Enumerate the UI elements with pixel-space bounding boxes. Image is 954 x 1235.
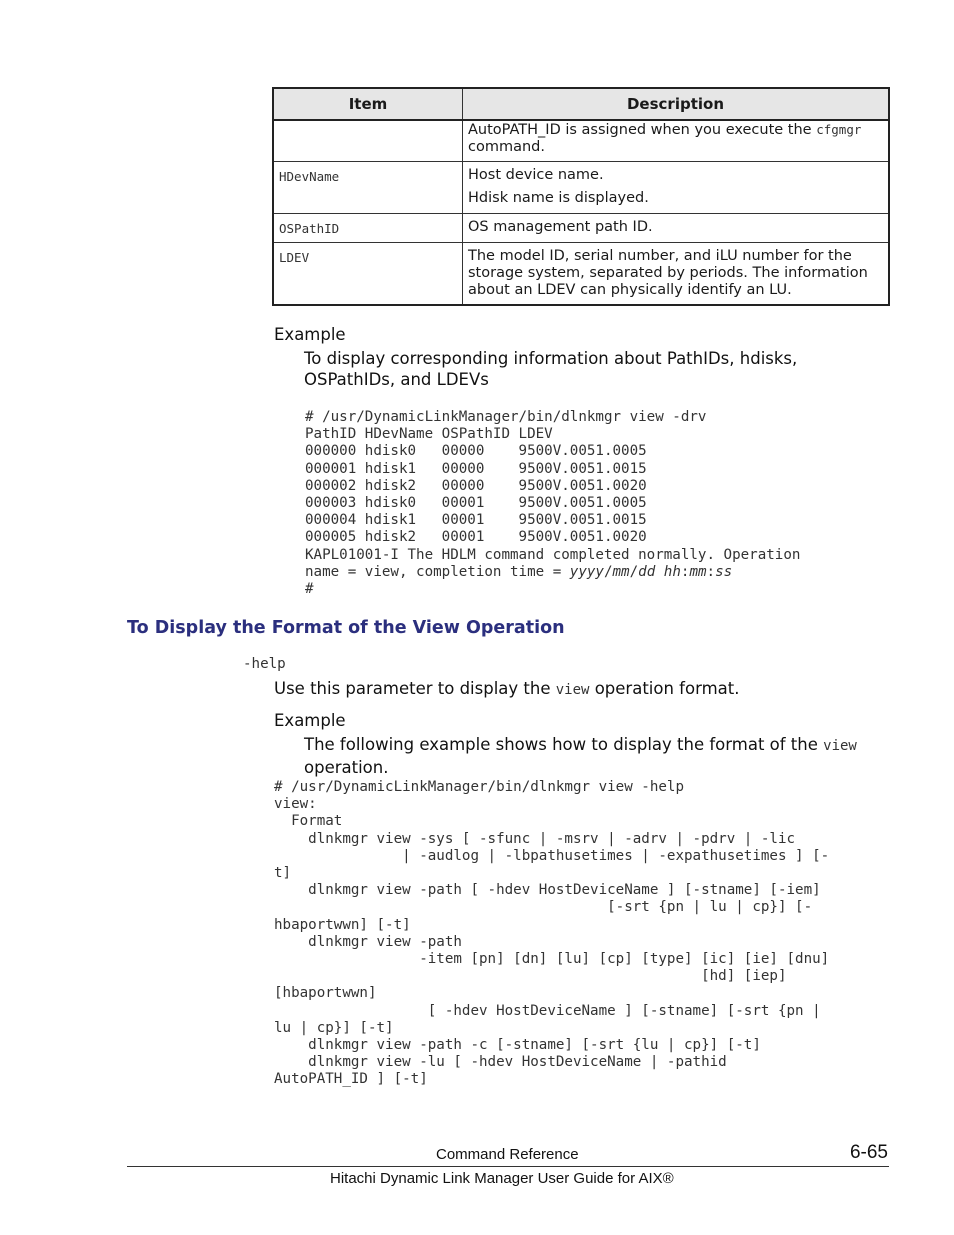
- description-text: OS management path ID.: [468, 219, 653, 235]
- table-row: [273, 162, 889, 214]
- table-row: [273, 120, 889, 162]
- code-line: PathID HDevName OSPathID LDEV: [305, 426, 553, 443]
- section-heading: To Display the Format of the View Operation: [127, 618, 565, 638]
- code-placeholder: hh: [663, 563, 681, 580]
- code-block-help: # /usr/DynamicLinkManager/bin/dlnkmgr view -help view: Format dlnkmgr view -sys [ -sfunc | -msrv | -adrv | -pdrv | -lic | -audlog | -lbpathusetimes | -expathusetimes ] [- t] dlnkmgr view -path [ -hdev HostDeviceName ] [-stname] [-iem] [-srt {pn | lu | cp}] [- hbaportwwn] [-t] dlnkmgr view -path -item [pn] [dn] [lu] [cp] [type] [ic] [ie] [dnu] [hd] [iep] [hbaportwwn] [ -hdev HostDeviceName ] [-stname] [-srt {pn | lu | cp}] [-t] dlnkmgr view -path -c [-stname] [-srt {lu | cp}] [-t] dlnkmgr view -lu [ -hdev HostDeviceName | -pathid AutoPATH_ID ] [-t]: [274, 779, 830, 1088]
- code-placeholder: mm: [689, 563, 707, 580]
- code-line: 000005 hdisk2 00001 9500V.0051.0020: [305, 529, 647, 546]
- table-cell-description: [463, 214, 890, 243]
- example-label: Example: [274, 711, 346, 730]
- description-text: operation format.: [589, 679, 740, 698]
- description-text: AutoPATH_ID is assigned when you execute the: [468, 122, 817, 138]
- description-text: Hdisk name is displayed.: [468, 190, 649, 206]
- table-row: [273, 214, 889, 243]
- description-text: The following example shows how to display the format of the: [304, 735, 824, 754]
- code-line: KAPL01001-I The HDLM command completed normally. Operation: [305, 546, 801, 563]
- table-cell-item: [273, 120, 463, 162]
- code-line: 000001 hdisk1 00000 9500V.0051.0015: [305, 460, 647, 477]
- code-placeholder: mm: [612, 563, 630, 580]
- code-line: 000004 hdisk1 00001 9500V.0051.0015: [305, 512, 647, 529]
- footer-divider: [127, 1166, 889, 1167]
- table-header-row: [273, 88, 889, 120]
- footer-category: Command Reference: [436, 1146, 579, 1163]
- parameter-name: -help: [243, 656, 286, 672]
- table-cell-description: [463, 162, 890, 214]
- code-block-drv: # /usr/DynamicLinkManager/bin/dlnkmgr view -drv PathID HDevName OSPathID LDEV 000000 hdisk0 00000 9500V.0051.0005 000001 hdisk1 00000 9500V.0051.0015 000002 hdisk2 00000 9500V.0051.0020 000003 hdisk0 00001 9500V.0051.0005 000004 hdisk1 00001 9500V.0051.0015 000005 hdisk2 00001 9500V.0051.0020 KAPL01001-I The HDLM command completed normally. Operation name = view, completion time = yyyy/mm/dd hh:mm:ss #: [305, 409, 801, 598]
- code-line: 000000 hdisk0 00000 9500V.0051.0005: [305, 443, 647, 460]
- code-line: #: [305, 581, 314, 598]
- code-line: # /usr/DynamicLinkManager/bin/dlnkmgr view -drv: [305, 409, 707, 425]
- code-lines: [305, 409, 800, 563]
- description-text: Use this parameter to display the: [274, 679, 556, 698]
- description-text: The model ID, serial number, and iLU number for the storage system, separated by periods. The information about an LDEV can physically identify an LU.: [468, 248, 868, 298]
- example-description: [304, 734, 884, 778]
- code-placeholder: ss: [715, 563, 733, 580]
- description-text: Host device name.: [468, 167, 604, 183]
- code-placeholder: yyyy: [569, 563, 604, 580]
- example-label: Example: [274, 325, 346, 344]
- column-header-description: Description: [463, 88, 890, 120]
- table-cell-description: [463, 243, 890, 306]
- description-text: command.: [468, 139, 545, 155]
- example-description: To display corresponding information about PathIDs, hdisks, OSPathIDs, and LDEVs: [304, 349, 798, 389]
- description-text: operation.: [304, 758, 389, 777]
- code-line: name = view, completion time =: [305, 563, 570, 580]
- inline-code: cfgmgr: [816, 122, 862, 137]
- inline-code: view: [555, 682, 590, 698]
- code-line: 000003 hdisk0 00001 9500V.0051.0005: [305, 495, 647, 512]
- inline-code: view: [823, 738, 857, 754]
- table-row: [273, 243, 889, 306]
- table-cell-item: LDEV: [273, 243, 463, 306]
- footer-guide-title: Hitachi Dynamic Link Manager User Guide for AIX®: [330, 1170, 674, 1187]
- code-line: 000002 hdisk2 00000 9500V.0051.0020: [305, 477, 647, 494]
- reference-table: [272, 87, 890, 306]
- page-number: 6-65: [849, 1142, 888, 1163]
- table-cell-description: [463, 120, 890, 162]
- parameter-description: [274, 678, 874, 701]
- table-cell-item: HDevName: [273, 162, 463, 214]
- table-cell-item: OSPathID: [273, 214, 463, 243]
- column-header-item: Item: [273, 88, 463, 120]
- code-placeholder: dd: [638, 563, 656, 580]
